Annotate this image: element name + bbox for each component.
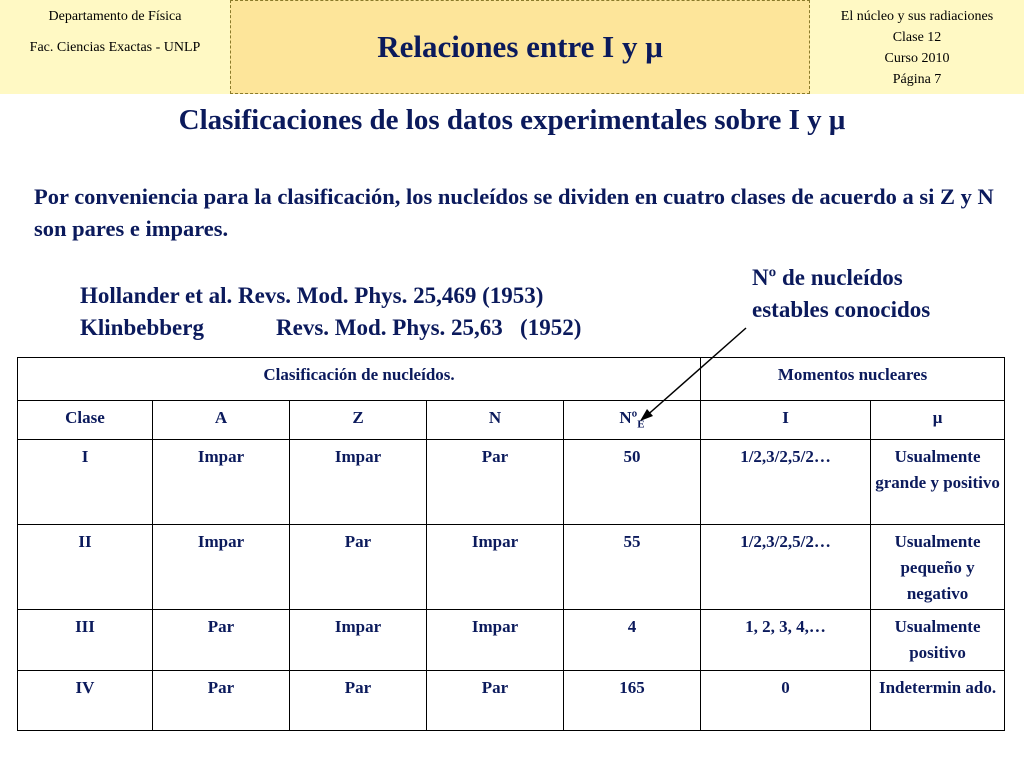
cell-i: 1/2,3/2,5/2… <box>701 440 871 525</box>
page-number: Página 7 <box>892 72 942 87</box>
table-group-header <box>18 358 1005 401</box>
cell-a: Par <box>153 671 290 731</box>
ne-sub: E <box>637 418 645 431</box>
column-header-z: Z <box>290 401 427 440</box>
column-header-ne <box>564 401 701 440</box>
faculty-label: Fac. Ciencias Exactas - UNLP <box>29 40 201 55</box>
cell-clase: II <box>18 525 153 610</box>
page-title: Relaciones entre I y μ <box>377 29 663 64</box>
cell-clase: IV <box>18 671 153 731</box>
reference-author: Hollander et al. <box>80 283 233 308</box>
cell-mu: Usualmente pequeño y negativo <box>871 525 1005 610</box>
cell-n: Par <box>427 671 564 731</box>
cell-n: Par <box>427 440 564 525</box>
cell-i: 1/2,3/2,5/2… <box>701 525 871 610</box>
cell-a: Par <box>153 610 290 671</box>
cell-mu: Usualmente grande y positivo <box>871 440 1005 525</box>
ne-main: Nº <box>619 408 638 427</box>
table-row <box>18 610 1005 671</box>
cell-a: Impar <box>153 525 290 610</box>
column-header-a: A <box>153 401 290 440</box>
cell-n: Impar <box>427 525 564 610</box>
cell-z: Impar <box>290 610 427 671</box>
cell-n: Impar <box>427 610 564 671</box>
table-row <box>18 525 1005 610</box>
cell-clase: III <box>18 610 153 671</box>
cell-mu: Usualmente positivo <box>871 610 1005 671</box>
cell-ne: 165 <box>564 671 701 731</box>
intro-paragraph: Por conveniencia para la clasificación, los nucleídos se dividen en cuatro clases de acuerdo a si Z y N son pares e impares. <box>34 184 994 241</box>
cell-z: Impar <box>290 440 427 525</box>
cell-ne: 4 <box>564 610 701 671</box>
cell-mu: Indetermin ado. <box>871 671 1005 731</box>
department-label: Departamento de Física <box>48 9 182 24</box>
cell-clase: I <box>18 440 153 525</box>
table-column-header <box>18 401 1005 440</box>
reference-author: Klinbebberg <box>80 315 204 340</box>
note-line: estables conocidos <box>752 297 931 322</box>
table-row <box>18 671 1005 731</box>
column-header-mu: μ <box>871 401 1005 440</box>
cell-a: Impar <box>153 440 290 525</box>
table-row <box>18 440 1005 525</box>
reference-citation: Revs. Mod. Phys. 25,469 (1953) <box>238 283 544 308</box>
group-moments-header: Momentos nucleares <box>701 358 1005 401</box>
course-year: Curso 2010 <box>884 51 950 66</box>
reference-citation: Revs. Mod. Phys. 25,63 (1952) <box>276 315 582 340</box>
column-header-n: N <box>427 401 564 440</box>
slide-subtitle: Clasificaciones de los datos experimentales sobre I y μ <box>178 104 846 136</box>
cell-i: 0 <box>701 671 871 731</box>
column-header-clase: Clase <box>18 401 153 440</box>
cell-z: Par <box>290 525 427 610</box>
cell-ne: 55 <box>564 525 701 610</box>
cell-z: Par <box>290 671 427 731</box>
note-line: Nº de nucleídos <box>752 265 903 290</box>
column-header-i: I <box>701 401 871 440</box>
course-name: El núcleo y sus radiaciones <box>840 9 994 24</box>
group-classification-header: Clasificación de nucleídos. <box>18 358 701 401</box>
cell-i: 1, 2, 3, 4,… <box>701 610 871 671</box>
class-number: Clase 12 <box>892 30 942 45</box>
nuclide-classification-table <box>17 357 1005 731</box>
cell-ne: 50 <box>564 440 701 525</box>
